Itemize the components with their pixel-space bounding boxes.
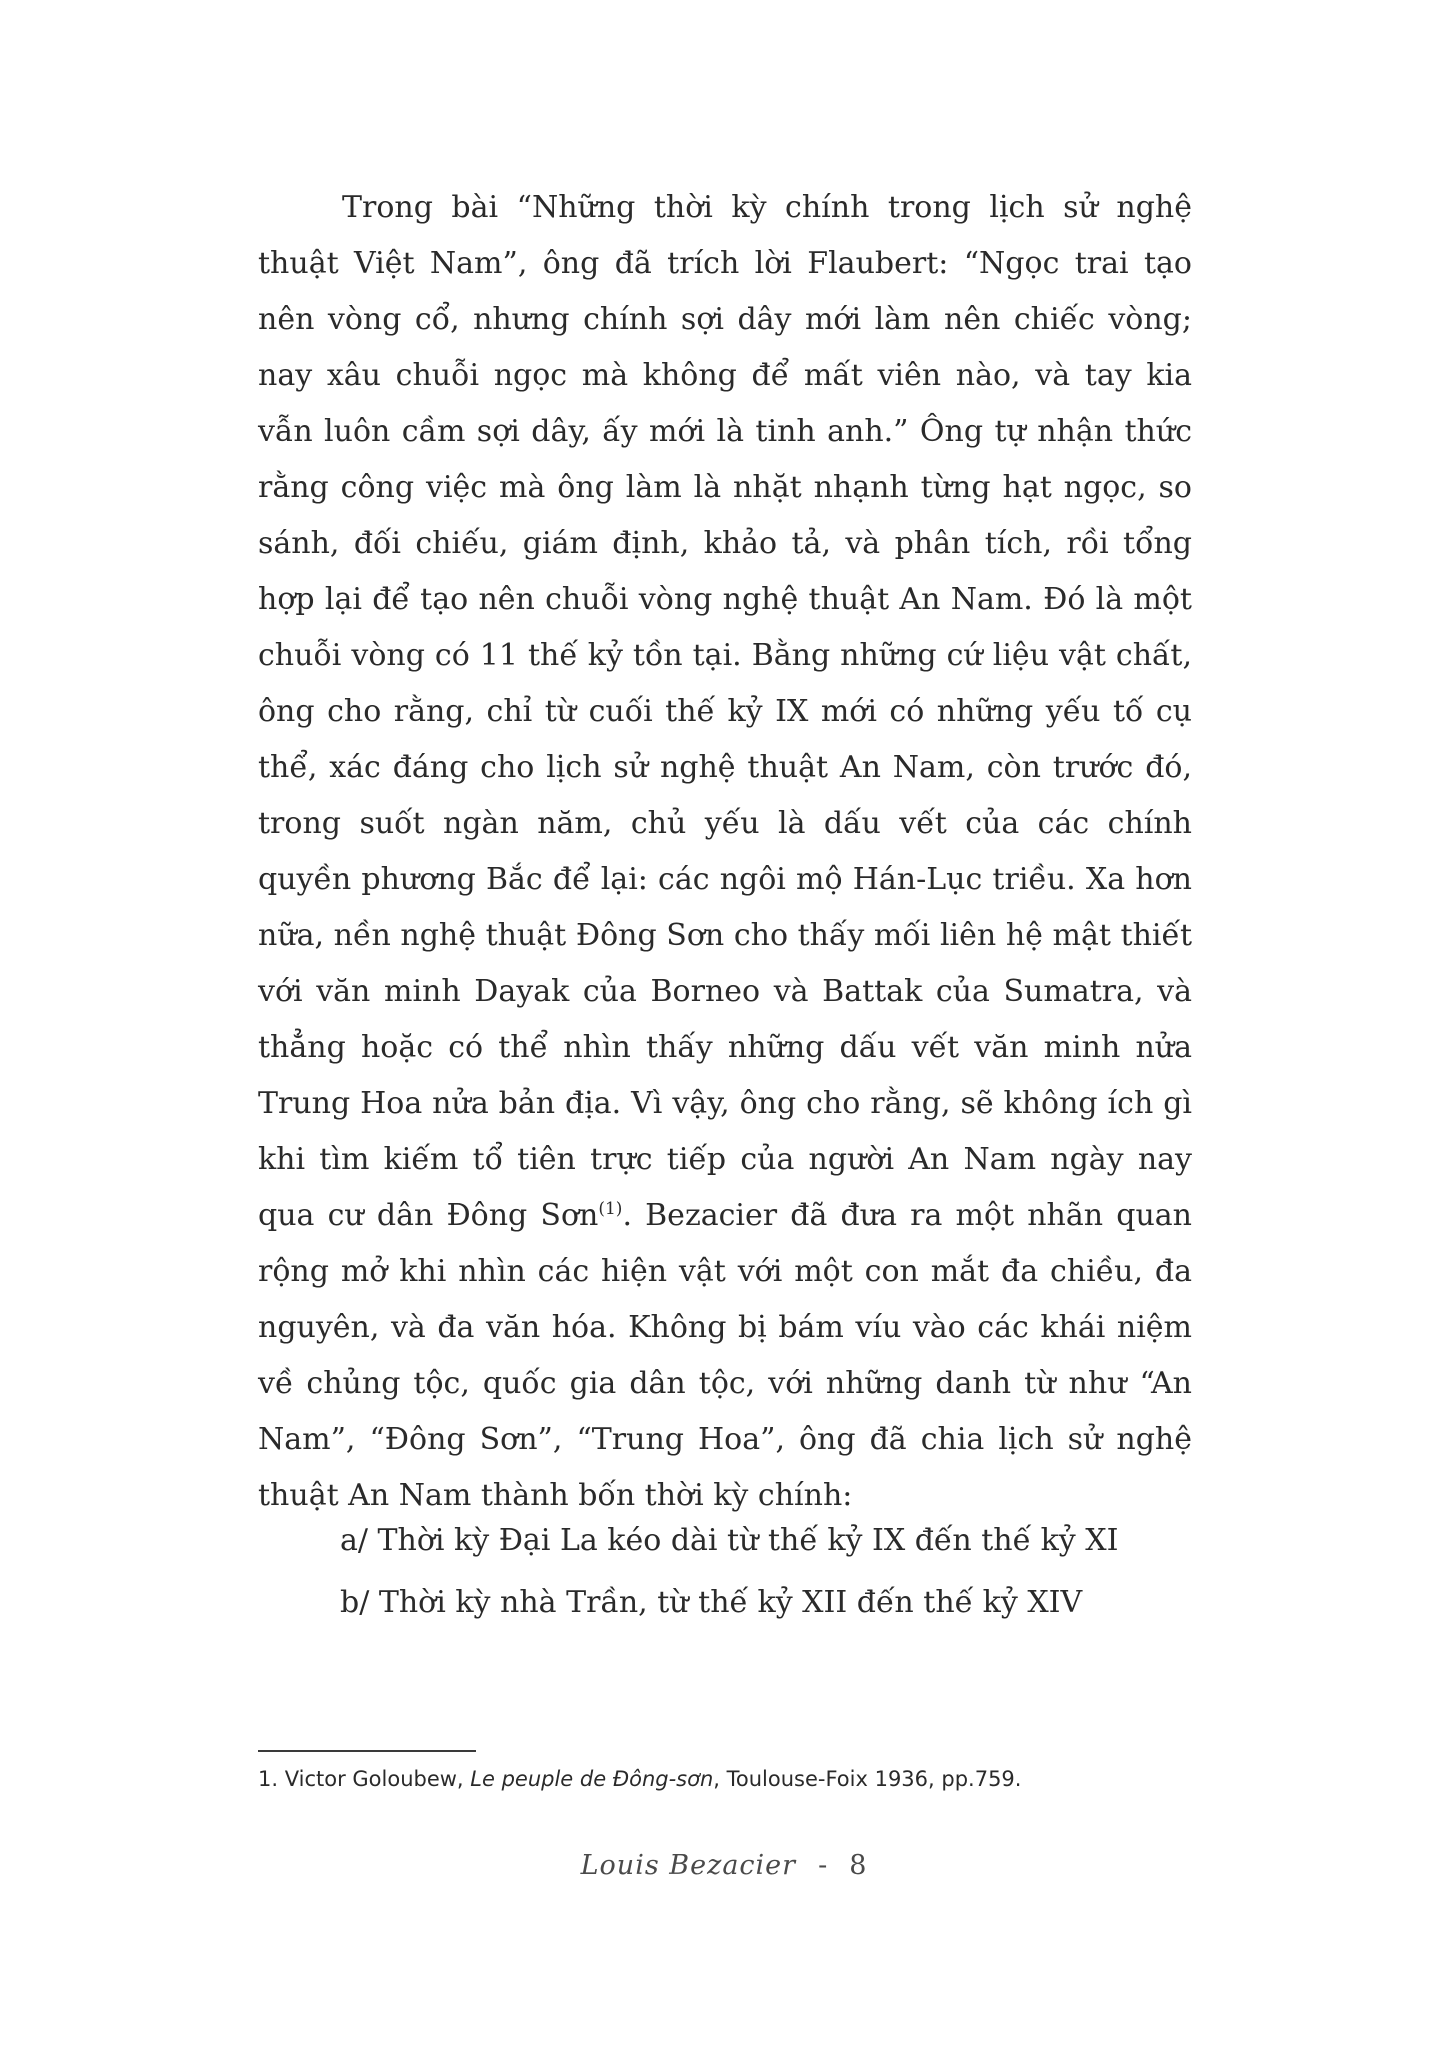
footnote-prefix: 1. Victor Goloubew, [258,1767,471,1791]
page-number: 8 [849,1850,867,1881]
footnote [258,1762,1192,1796]
paragraph-text-part2: . Bezacier đã đưa ra một nhãn quan rộng mở khi nhìn các hiện vật với một con mắt đa chiều, đa nguyên, và đa văn hóa. Không bị bám víu vào các khái niệm về chủng tộc, quốc gia dân tộc, với những danh từ như “An Nam”, “Đông Sơn”, “Trung Hoa”, ông đã chia lịch sử nghệ thuật An Nam thành bốn thời kỳ chính: [258,1198,1192,1513]
footnote-reference[interactable]: (1) [598,1199,623,1219]
footer-separator: - [818,1850,828,1881]
footnote-suffix: , Toulouse-Foix 1936, pp.759. [713,1767,1022,1791]
periods-list [340,1510,1200,1634]
running-footer-author: Louis Bezacier [580,1850,797,1881]
period-item-a: a/ Thời kỳ Đại La kéo dài từ thế kỷ IX đến thế kỷ XI [340,1523,1119,1558]
footnote-title: Le peuple de Đông-sơn [470,1767,714,1791]
paragraph-text-part1: Trong bài “Những thời kỳ chính trong lịch sử nghệ thuật Việt Nam”, ông đã trích lời Flaubert: “Ngọc trai tạo nên vòng cổ, nhưng chính sợi dây mới làm nên chiếc vòng; nay xâu chuỗi ngọc mà không để mất viên nào, và tay kia vẫn luôn cầm sợi dây, ấy mới là tinh anh.” Ông tự nhận thức rằng công việc mà ông làm là nhặt nhạnh từng hạt ngọc, so sánh, đối chiếu, giám định, khảo tả, và phân tích, rồi tổng hợp lại để tạo nên chuỗi vòng nghệ thuật An Nam. Đó là một chuỗi vòng có 11 thế kỷ tồn tại. Bằng những cứ liệu vật chất, ông cho rằng, chỉ từ cuối thế kỷ IX mới có những yếu tố cụ thể, xác đáng cho lịch sử nghệ thuật An Nam, còn trước đó, trong suốt ngàn năm, chủ yếu là dấu vết của các chính quyền phương Bắc để lại: các ngôi mộ Hán-Lục triều. Xa hơn nữa, nền nghệ thuật Đông Sơn cho thấy mối liên hệ mật thiết với văn minh Dayak của Borneo và Battak của Sumatra, và thẳng hoặc có thể nhìn thấy những dấu vết văn minh nửa Trung Hoa nửa bản địa. Vì vậy, ông cho rằng, sẽ không ích gì khi tìm kiếm tổ tiên trực tiếp của người An Nam ngày nay qua cư dân Đông Sơn [258,190,1192,1233]
page-footer [0,1846,1447,1886]
body-paragraph [258,180,1192,1524]
period-item-b: b/ Thời kỳ nhà Trần, từ thế kỷ XII đến thế kỷ XIV [340,1585,1083,1620]
footnote-divider [258,1750,476,1752]
